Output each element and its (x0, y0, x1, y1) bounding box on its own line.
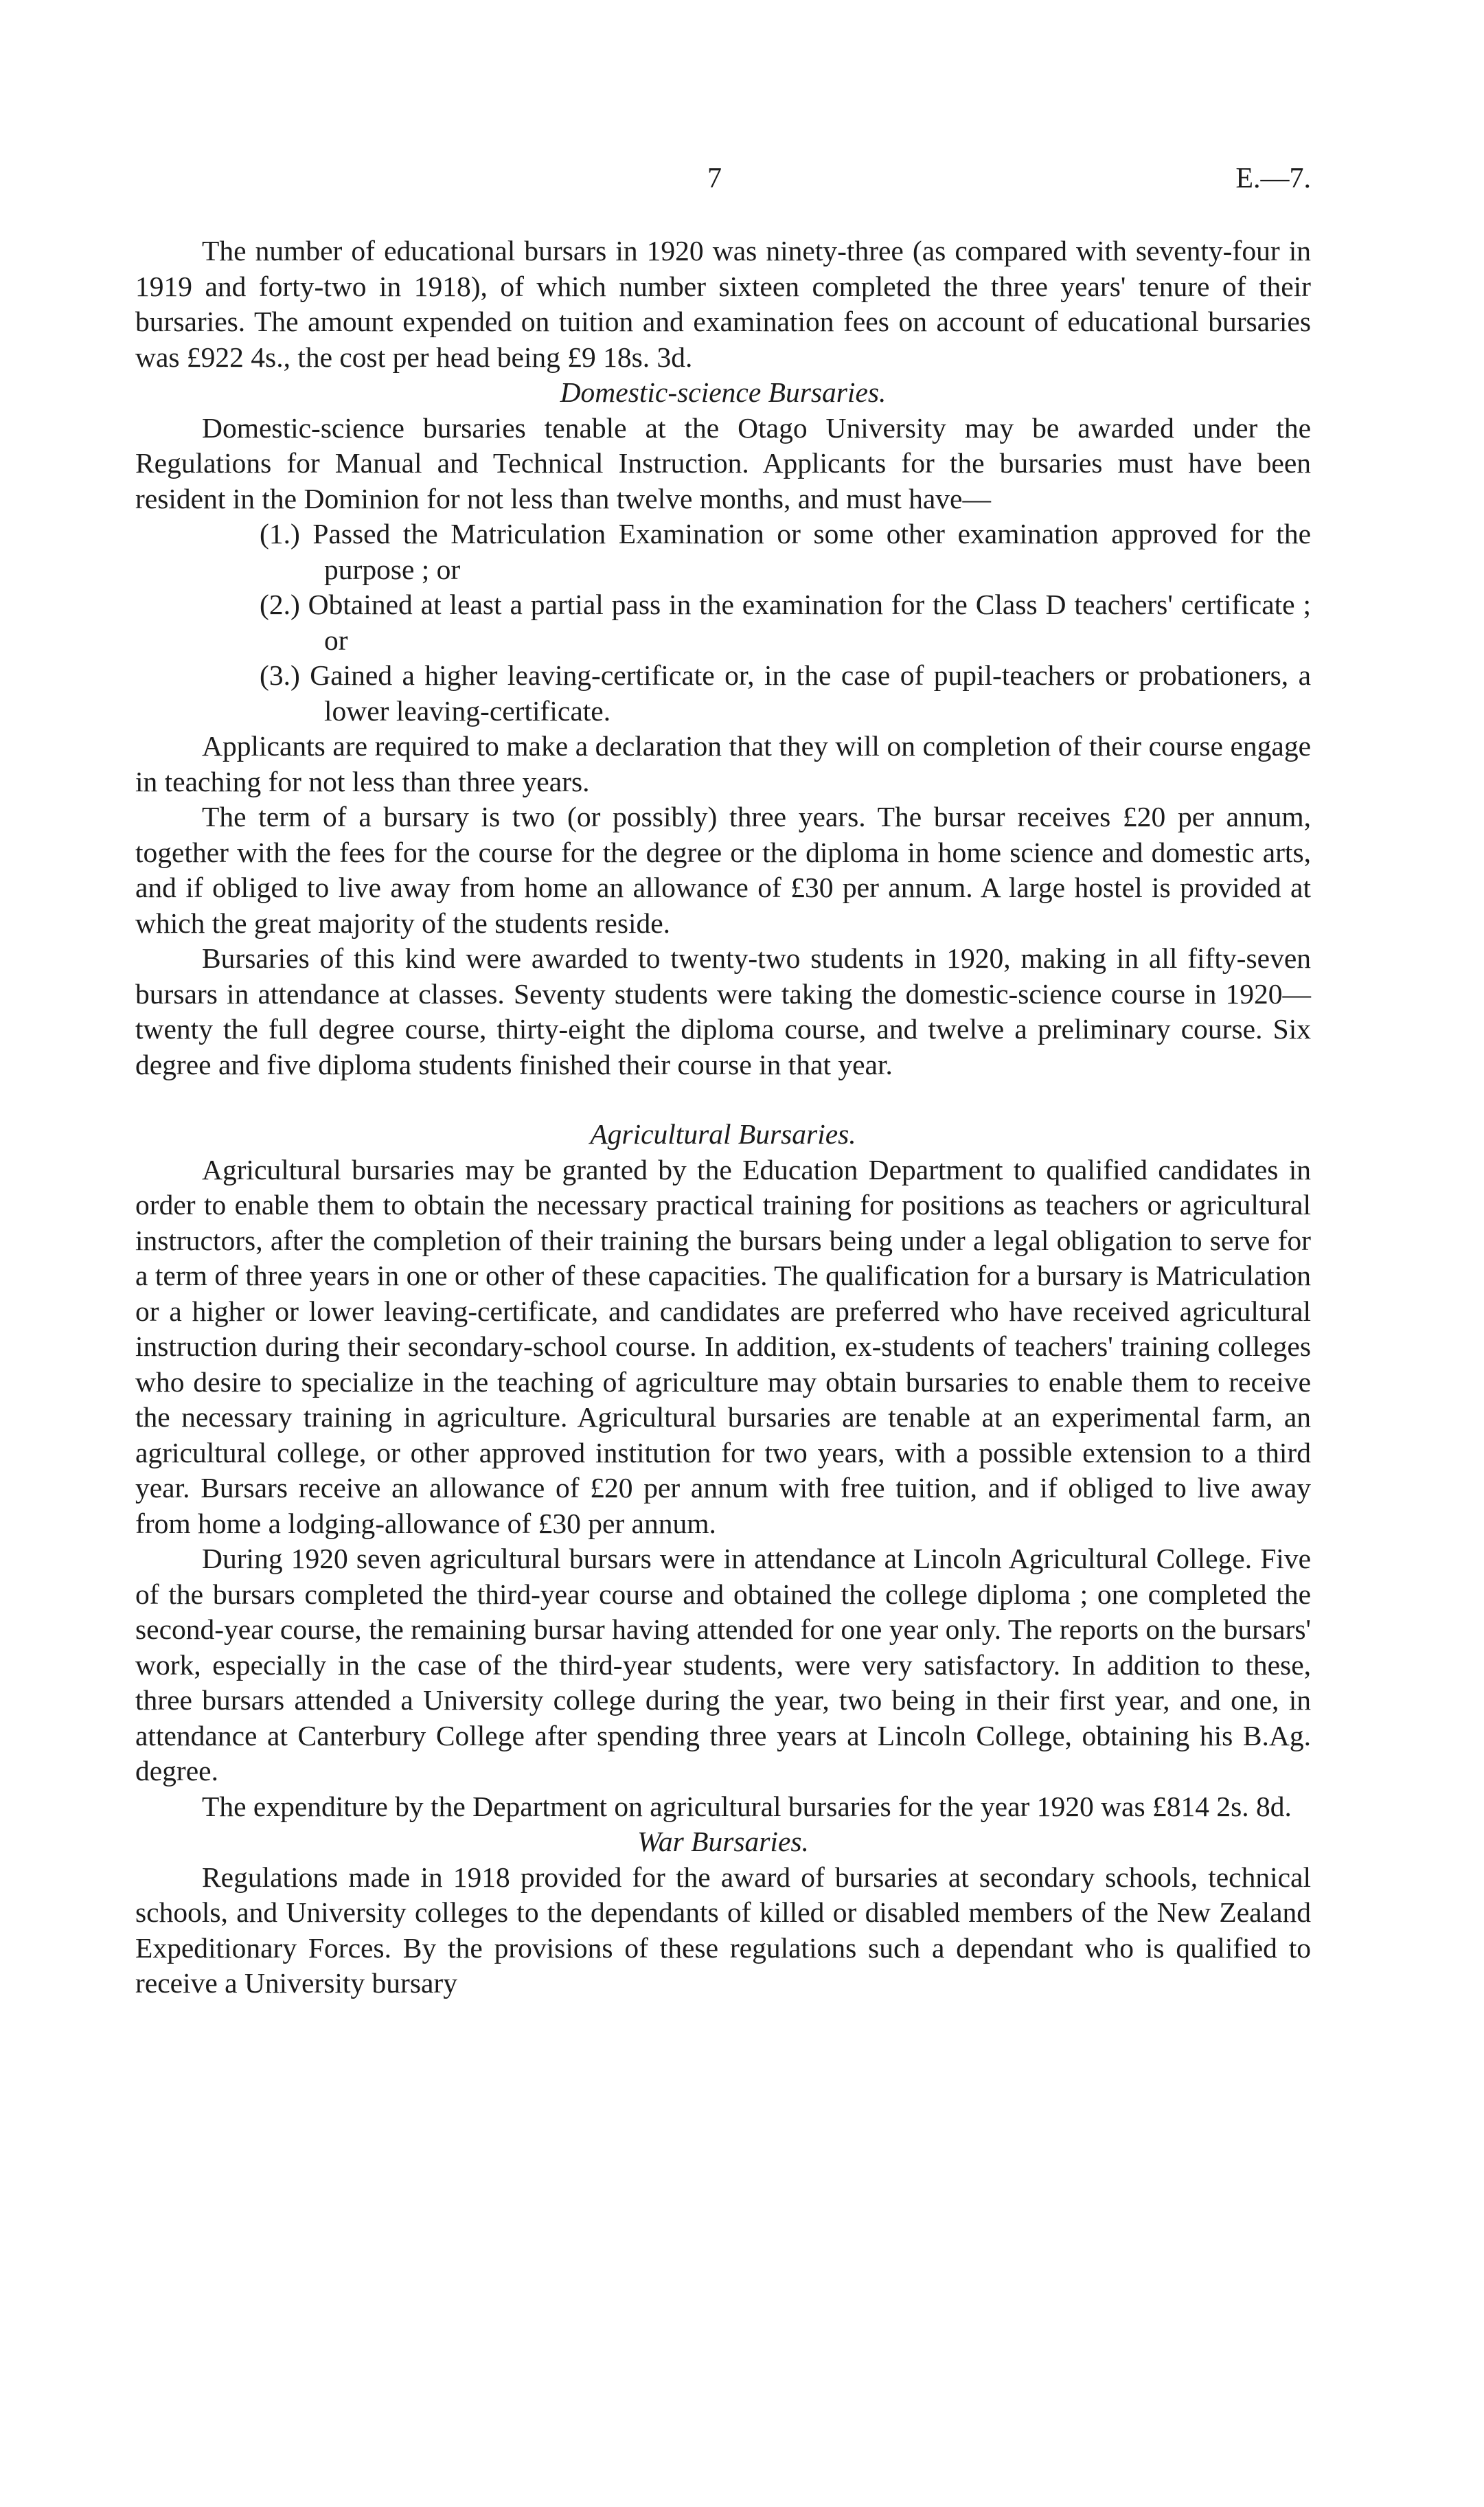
page-header (135, 162, 1311, 203)
list-item-requirement-3: (3.) Gained a higher leaving-certificate or, in the case of pupil-teachers or probationers, a lower leaving-certificate. (260, 659, 1311, 727)
paragraph-domestic-awarded: Bursaries of this kind were awarded to twenty-two students in 1920, making in all fifty-seven bursars in attendance at classes. Seventy students were taking the domestic-science course in 1920—twenty the full degree course, thirty-eight the diploma course, and twelve a preliminary course. Six degree and five diploma students finished their course in that year. (135, 942, 1311, 1080)
list-item-requirement-1: (1.) Passed the Matriculation Examination or some other examination approved for the purpose ; or (260, 518, 1311, 585)
paragraph-agricultural-intro: Agricultural bursaries may be granted by the Education Department to qualified candidates in order to enable them to obtain the necessary practical training for positions as teachers or agricultural instructors, after the completion of their training the bursars being under a legal obligation to serve for a term of three years in one or other of these capacities. The qualification for a bursary is Matriculation or a higher or lower leaving-certificate, and candidates are preferred who have received agricultural instruction during their secondary-school course. In addition, ex-students of teachers' training colleges who desire to specialize in the teaching of agriculture may obtain bursaries to enable them to receive the necessary training in agriculture. Agricultural bursaries are tenable at an experimental farm, an agricultural college, or other approved institution for two years, with a possible extension to a third year. Bursars receive an allowance of £20 per annum with free tuition, and if obliged to live away from home a lodging-allowance of £30 per annum. (135, 1153, 1311, 1539)
list-item-requirement-2: (2.) Obtained at least a partial pass in the examination for the Class D teachers' certificate ; or (260, 589, 1311, 656)
heading-war-bursaries: War Bursaries. (637, 1826, 809, 1857)
body-text (135, 234, 1311, 2001)
paragraph-war-bursaries: Regulations made in 1918 provided for the award of bursaries at secondary schools, technical schools, and University colleges to the dependants of killed or disabled members of the New Zealand Expeditionary Forces. By the provisions of these regulations such a dependant who is qualified to receive a University bursary (135, 1861, 1311, 1999)
heading-agricultural-bursaries: Agricultural Bursaries. (590, 1118, 856, 1150)
page-number: 7 (707, 163, 722, 194)
paragraph-domestic-intro: Domestic-science bursaries tenable at the Otago University may be awarded under the Regulations for Manual and Technical Instruction. Applicants for the bursaries must have been resident in the Dominion for not less than twelve months, and must have— (135, 411, 1311, 514)
paragraph-educational-bursars: The number of educational bursars in 1920 was ninety-three (as compared with seventy-four in 1919 and forty-two in 1918), of which number sixteen completed the three years' tenure of their bursaries. The amount expended on tuition and examination fees on account of educational bursaries was £922 4s., the cost per head being £9 18s. 3d. (135, 235, 1311, 373)
paragraph-agricultural-1920: During 1920 seven agricultural bursars were in attendance at Lincoln Agricultural College. Five of the bursars completed the third-year course and obtained the college diploma ; one completed the second-year course, the remaining bursar having attended for one year only. The reports on the bursars' work, especially in the case of the third-year students, were very satisfactory. In addition to these, three bursars attended a University college during the year, two being in their first year, and one, in attendance at Canterbury College after spending three years at Lincoln College, obtaining his B.Ag. degree. (135, 1543, 1311, 1786)
heading-domestic-science-bursaries: Domestic-science Bursaries. (560, 376, 887, 408)
paragraph-domestic-term: The term of a bursary is two (or possibly) three years. The bursar receives £20 per annum, together with the fees for the course for the degree or the diploma in home science and domestic arts, and if obliged to live away from home an allowance of £30 per annum. A large hostel is provided at which the great majority of the students reside. (135, 801, 1311, 939)
paragraph-agricultural-expenditure: The expenditure by the Department on agricultural bursaries for the year 1920 was £814 2s. 8d. (202, 1790, 1292, 1822)
series-code: E.—7. (1235, 163, 1311, 194)
paragraph-domestic-declaration: Applicants are required to make a declaration that they will on completion of their course engage in teaching for not less than three years. (135, 730, 1311, 797)
